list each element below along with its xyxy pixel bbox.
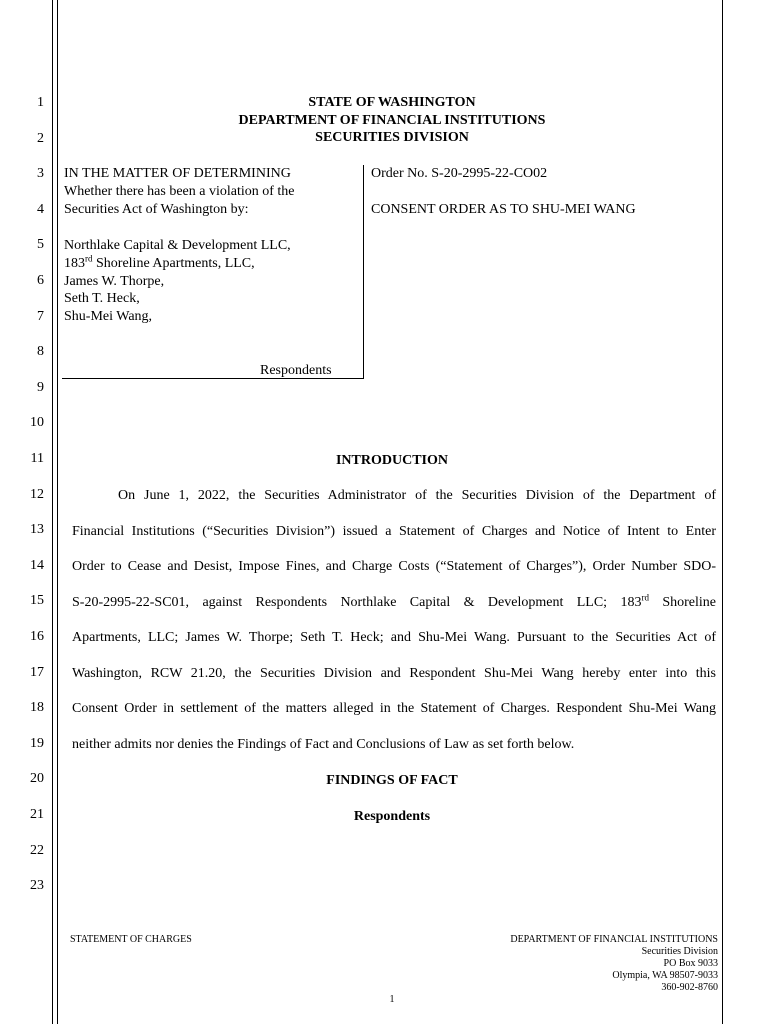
respondent-1: Northlake Capital & Development LLC,	[64, 238, 291, 253]
line-number: 3	[37, 166, 44, 182]
order-title: CONSENT ORDER AS TO SHU-MEI WANG	[371, 202, 636, 217]
intro-line-6: Washington, RCW 21.20, the Securities Division and Respondent Shu-Mei Wang hereby enter into this	[72, 666, 716, 681]
line-number: 2	[37, 130, 44, 146]
line-number: 6	[37, 273, 44, 288]
findings-heading: FINDINGS OF FACT	[326, 773, 458, 788]
line-number: 21	[30, 807, 44, 822]
footer-phone: 360-902-8760	[661, 982, 718, 993]
line-number: 15	[30, 593, 44, 609]
intro-line-4: S-20-2995-22-SC01, against Respondents Northlake Capital & Development LLC; 183rd Shoreline	[72, 592, 716, 610]
intro-line-7: Consent Order in settlement of the matters alleged in the Statement of Charges. Respondent Shu-Mei Wang	[72, 701, 716, 716]
footer-division: Securities Division	[641, 946, 718, 957]
line-number: 10	[30, 415, 44, 431]
footer-city: Olympia, WA 98507-9033	[612, 970, 718, 981]
respondents-label: Respondents	[260, 363, 332, 378]
line-number: 22	[30, 842, 44, 858]
respondent-5: Shu-Mei Wang,	[64, 309, 153, 324]
line-number: 16	[30, 629, 44, 644]
line-number: 17	[30, 664, 44, 680]
line-number: 4	[37, 201, 44, 217]
left-margin-rule-inner	[57, 0, 58, 1024]
intro-line-2: Financial Institutions (“Securities Division”) issued a Statement of Charges and Notice of Intent to Enter	[72, 524, 716, 539]
header-department: DEPARTMENT OF FINANCIAL INSTITUTIONS	[238, 112, 546, 128]
findings-subheading: Respondents	[353, 809, 431, 824]
header-state: STATE OF WASHINGTON	[308, 95, 476, 110]
intro-line-3: Order to Cease and Desist, Impose Fines, and Charge Costs (“Statement of Charges”), Order Number SDO-	[72, 559, 716, 574]
intro-line-1: On June 1, 2022, the Securities Administrator of the Securities Division of the Department of	[118, 488, 716, 503]
line-number: 11	[30, 451, 44, 466]
order-number: Order No. S-20-2995-22-CO02	[371, 166, 548, 181]
respondent-4: Seth T. Heck,	[64, 291, 140, 306]
line-number: 5	[37, 237, 44, 253]
line-number: 13	[30, 522, 44, 538]
line-number: 12	[30, 486, 44, 502]
header-division: SECURITIES DIVISION	[315, 130, 469, 145]
footer-left: STATEMENT OF CHARGES	[70, 934, 192, 945]
matter-line-2: Whether there has been a violation of the	[64, 184, 295, 199]
line-number: 9	[37, 379, 44, 395]
right-margin-rule	[722, 0, 723, 1024]
introduction-heading: INTRODUCTION	[335, 453, 448, 468]
footer-po-box: PO Box 9033	[663, 958, 718, 969]
left-margin-rule	[52, 0, 53, 1024]
line-number: 23	[30, 878, 44, 894]
line-number: 14	[30, 557, 44, 573]
line-number: 8	[37, 344, 44, 360]
footer-dfi: DEPARTMENT OF FINANCIAL INSTITUTIONS	[510, 934, 718, 945]
respondent-3: James W. Thorpe,	[64, 274, 165, 289]
matter-line-3: Securities Act of Washington by:	[64, 202, 249, 217]
intro-line-8: neither admits nor denies the Findings of Fact and Conclusions of Law as set forth below.	[72, 737, 575, 752]
line-number: 18	[30, 700, 44, 716]
page-number: 1	[389, 994, 395, 1005]
line-number: 1	[37, 95, 44, 110]
matter-line-1: IN THE MATTER OF DETERMINING	[64, 166, 291, 181]
line-number: 7	[37, 308, 44, 324]
respondent-2: 183rd Shoreline Apartments, LLC,	[64, 253, 255, 271]
intro-line-5: Apartments, LLC; James W. Thorpe; Seth T. Heck; and Shu-Mei Wang. Pursuant to the Securities Act of	[72, 630, 716, 645]
line-number: 19	[30, 735, 44, 751]
line-number: 20	[30, 771, 44, 787]
